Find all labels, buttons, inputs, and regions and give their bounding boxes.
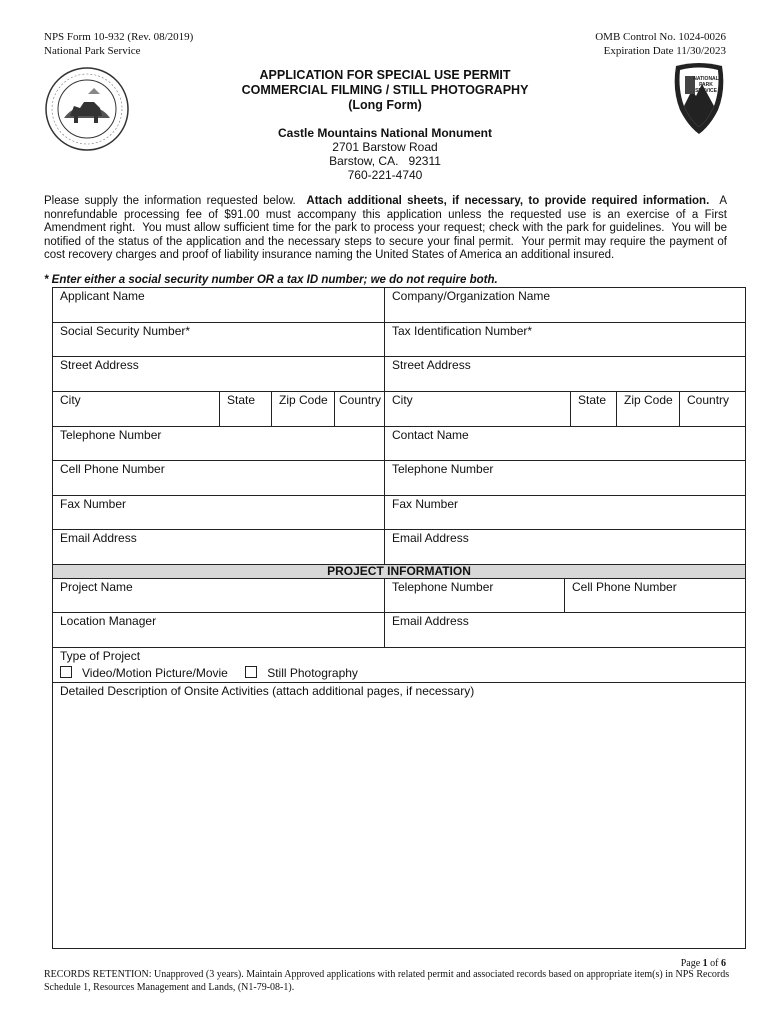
- contact-name-field[interactable]: Contact Name: [392, 428, 469, 442]
- instructions-paragraph: [44, 195, 731, 263]
- company-fax-field[interactable]: Fax Number: [392, 497, 459, 511]
- title-line-1: APPLICATION FOR SPECIAL USE PERMIT: [259, 68, 511, 82]
- still-photography-option-label: Still Photography: [267, 666, 358, 680]
- ssn-tax-id-note: * Enter either a social security number OR a tax ID number; we do not require both.: [44, 274, 498, 286]
- form-row-project-type: [53, 648, 745, 683]
- page-total: 6: [721, 958, 726, 969]
- form-header-left: [44, 30, 193, 58]
- form-row-email: [53, 530, 745, 565]
- form-header-right: [595, 30, 726, 58]
- applicant-city-field[interactable]: City: [53, 392, 220, 426]
- still-photography-checkbox[interactable]: [245, 666, 257, 678]
- company-telephone-field[interactable]: Telephone Number: [392, 462, 494, 476]
- company-city-field[interactable]: City: [385, 392, 571, 426]
- form-row-cell: [53, 461, 745, 496]
- applicant-zip-field[interactable]: Zip Code: [272, 392, 335, 426]
- page-prefix: Page: [680, 958, 703, 969]
- form-row-phone: [53, 427, 745, 461]
- title-line-3: (Long Form): [348, 98, 422, 112]
- project-type-options: [53, 663, 745, 680]
- form-row-city: [53, 392, 745, 427]
- page-of: of: [707, 958, 721, 969]
- form-row-ids: [53, 323, 745, 357]
- instructions-bold: Attach additional sheets, if necessary, to provide required information.: [306, 195, 710, 207]
- park-phone: 760-221-4740: [347, 168, 423, 182]
- svg-text:SERVICE: SERVICE: [695, 88, 717, 94]
- project-email-field[interactable]: Email Address: [392, 614, 469, 628]
- form-row-street: [53, 357, 745, 392]
- applicant-country-field[interactable]: Country: [335, 392, 385, 426]
- project-information-header: PROJECT INFORMATION: [53, 565, 745, 579]
- company-name-field[interactable]: Company/Organization Name: [392, 289, 551, 303]
- company-country-field[interactable]: Country: [687, 393, 730, 407]
- project-type-label: Type of Project: [60, 649, 141, 663]
- video-option-label: Video/Motion Picture/Movie: [82, 666, 228, 680]
- instructions-text-2: A nonrefundable processing fee of $91.00 must accompany this application unless the requested use is an exercise of a First Amendment right. You must allow sufficient time for the park to process your request; check with the park for guidelines. You will be notified of the status of the application and the necessary steps to secure your final permit. Your permit may require the payment of cost recovery charges and proof of liability insurance naming the United States of America an additional insured.: [44, 195, 731, 261]
- park-address-block: [0, 126, 770, 182]
- video-checkbox[interactable]: [60, 666, 72, 678]
- tax-id-field[interactable]: Tax Identification Number*: [392, 324, 533, 338]
- agency-name: National Park Service: [44, 45, 141, 57]
- location-manager-field[interactable]: Location Manager: [53, 613, 385, 647]
- onsite-activities-label: Detailed Description of Onsite Activities (attach additional pages, if necessary): [60, 684, 475, 698]
- page-current: 1: [702, 958, 708, 969]
- project-telephone-field[interactable]: Telephone Number: [385, 579, 565, 612]
- form-row-location: [53, 613, 745, 648]
- applicant-name-field[interactable]: Applicant Name: [53, 288, 385, 322]
- omb-control-number: OMB Control No. 1024-0026: [595, 31, 726, 43]
- project-cell-phone-field[interactable]: Cell Phone Number: [572, 580, 677, 594]
- expiration-date: Expiration Date 11/30/2023: [603, 45, 726, 57]
- form-title: [0, 68, 770, 113]
- company-state-field[interactable]: State: [571, 392, 617, 426]
- company-zip-field[interactable]: Zip Code: [617, 392, 680, 426]
- form-row-names: [53, 288, 745, 323]
- form-row-project: [53, 579, 745, 613]
- applicant-street-field[interactable]: Street Address: [53, 357, 385, 391]
- svg-text:NATIONAL: NATIONAL: [693, 76, 719, 82]
- applicant-fax-field[interactable]: Fax Number: [53, 496, 385, 529]
- form-number: NPS Form 10-932 (Rev. 08/2019): [44, 31, 194, 43]
- park-name: Castle Mountains National Monument: [277, 126, 492, 140]
- records-retention-notice: RECORDS RETENTION: Unapproved (3 years). Maintain Approved applications with related permit and associated records based on appropriate item(s) in NPS Records Schedule 1, Resources Management and Lands, (N1-79-08-1).: [44, 969, 730, 993]
- title-line-2: COMMERCIAL FILMING / STILL PHOTOGRAPHY: [241, 83, 529, 97]
- company-street-field[interactable]: Street Address: [392, 358, 471, 372]
- company-email-field[interactable]: Email Address: [392, 531, 469, 545]
- application-form-table: [52, 287, 746, 949]
- project-name-field[interactable]: Project Name: [53, 579, 385, 612]
- svg-text:PARK: PARK: [699, 82, 713, 88]
- instructions-text-1: Please supply the information requested below.: [44, 195, 307, 207]
- applicant-email-field[interactable]: Email Address: [53, 530, 385, 564]
- form-row-fax: [53, 496, 745, 530]
- applicant-state-field[interactable]: State: [220, 392, 272, 426]
- applicant-cell-phone-field[interactable]: Cell Phone Number: [53, 461, 385, 495]
- applicant-telephone-field[interactable]: Telephone Number: [53, 427, 385, 460]
- park-street: 2701 Barstow Road: [332, 140, 438, 154]
- onsite-activities-description-field[interactable]: [53, 683, 745, 948]
- park-city: Barstow, CA. 92311: [329, 154, 441, 168]
- ssn-field[interactable]: Social Security Number*: [53, 323, 385, 356]
